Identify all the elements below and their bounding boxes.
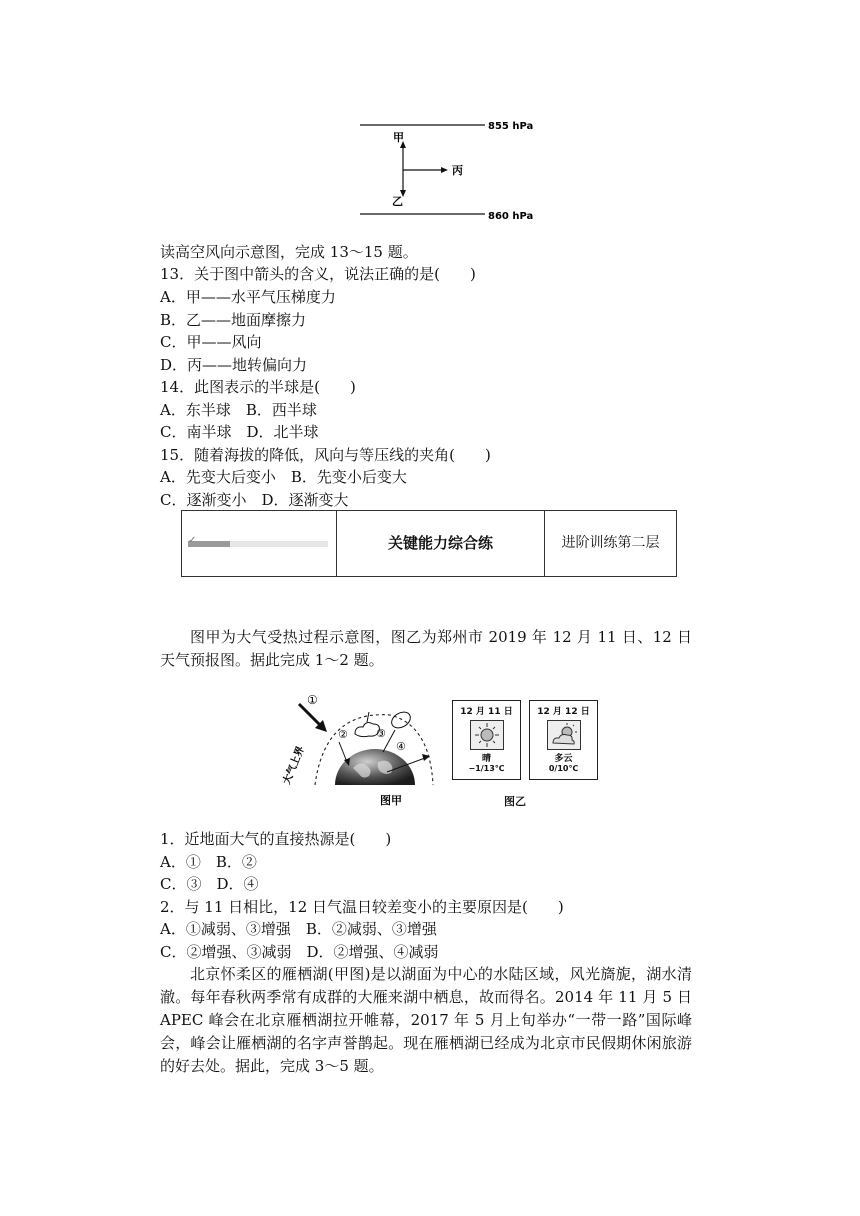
wind-direction-diagram <box>355 112 535 227</box>
q14-options-cd: C．南半球 D．北半球 <box>160 423 319 441</box>
figure-jia-caption: 图甲 <box>380 794 402 807</box>
q1-options-cd: C．③ D．④ <box>160 875 259 893</box>
label-yi: 乙 <box>392 195 403 208</box>
q2-options-ab: A．①减弱、③增强 B．②减弱、③增强 <box>160 920 437 938</box>
q14-options-ab: A．东半球 B．西半球 <box>160 401 317 419</box>
q15-stem: 15．随着海拔的降低，风向与等压线的夹角( ) <box>160 446 491 464</box>
forecast-card-day2 <box>529 700 598 780</box>
section2-intro: 图甲为大气受热过程示意图，图乙为郑州市 2019 年 12 月 11 日、12 日天气预报图。据此完成 1～2 题。 <box>160 628 692 669</box>
day1-temp: −1/13℃ <box>468 764 505 773</box>
section1-intro: 读高空风向示意图，完成 13～15 题。 <box>160 243 418 261</box>
forecast-card-day1 <box>452 700 521 780</box>
day2-temp: 0/10℃ <box>548 764 579 773</box>
label-n4: ④ <box>396 740 406 753</box>
label-bing: 丙 <box>452 164 463 177</box>
day1-weather: 晴 <box>481 754 491 764</box>
isobar-860-label: 860 hPa <box>488 211 534 222</box>
isobar-855-label: 855 hPa <box>488 121 534 132</box>
q14-stem: 14．此图表示的半球是( ) <box>160 378 356 396</box>
arrow-2 <box>339 742 347 762</box>
label-n1: ① <box>307 693 318 707</box>
q1-stem: 1．近地面大气的直接热源是( ) <box>160 830 392 848</box>
arrow-1 <box>299 704 321 726</box>
section3-intro: 北京怀柔区的雁栖湖(甲图)是以湖面为中心的水陆区域，风光旖旎，湖水清澈。每年春秋两季常有成群的大雁来湖中栖息，故而得名。2014 年 11 月 5 日 APEC 峰会在北京雁栖湖拉开帷幕，2017 年 5 月上旬举办“一带一路”国际峰会，峰会让雁栖湖的名字声誉鹊起。现在雁栖湖已经成为北京市民假期休闲旅游的好去处。据此，完成 3～5 题。 <box>160 965 692 1075</box>
figure-jia <box>275 690 440 810</box>
banner-title: 关键能力综合练 <box>337 511 545 576</box>
day2-weather: 多云 <box>554 754 573 764</box>
q13-option-c: C．甲——风向 <box>160 333 262 351</box>
label-n2: ② <box>338 728 348 741</box>
q13-option-d: D．丙——地转偏向力 <box>160 356 308 374</box>
arrow-3-up <box>367 712 369 722</box>
figure-yi <box>452 700 602 810</box>
banner-right-label: 进阶训练第二层 <box>561 535 660 551</box>
q13-option-a: A．甲——水平气压梯度力 <box>160 288 336 306</box>
q15-options-cd: C．逐渐变小 D．逐渐变大 <box>160 491 349 509</box>
cloud-2-icon <box>389 709 413 731</box>
banner-progress-track <box>188 541 328 547</box>
label-jia: 甲 <box>393 131 404 144</box>
section-banner <box>181 510 677 577</box>
day1-date: 12 月 11 日 <box>460 707 513 717</box>
q15-options-ab: A．先变大后变小 B．先变小后变大 <box>160 468 407 486</box>
q13-stem: 13．关于图中箭头的含义，说法正确的是( ) <box>160 265 476 283</box>
q2-stem: 2．与 11 日相比，12 日气温日较差变小的主要原因是( ) <box>160 898 564 916</box>
q13-option-b: B．乙——地面摩擦力 <box>160 311 307 329</box>
q2-options-cd: C．②增强、③减弱 D．②增强、④减弱 <box>160 943 439 961</box>
checkmark-icon: ✓ <box>188 535 197 546</box>
banner-decoration-cell <box>182 511 337 576</box>
atmosphere-label: 大气上界 <box>281 744 307 787</box>
earth-icon <box>335 749 415 785</box>
q1-options-ab: A．① B．② <box>160 853 257 871</box>
sun-icon <box>470 720 504 750</box>
partly-cloudy-icon <box>547 720 581 750</box>
day2-date: 12 月 12 日 <box>537 707 590 717</box>
label-n3: ③ <box>376 727 386 740</box>
figure-yi-caption: 图乙 <box>504 795 526 808</box>
arrow-bing-head <box>441 167 448 173</box>
